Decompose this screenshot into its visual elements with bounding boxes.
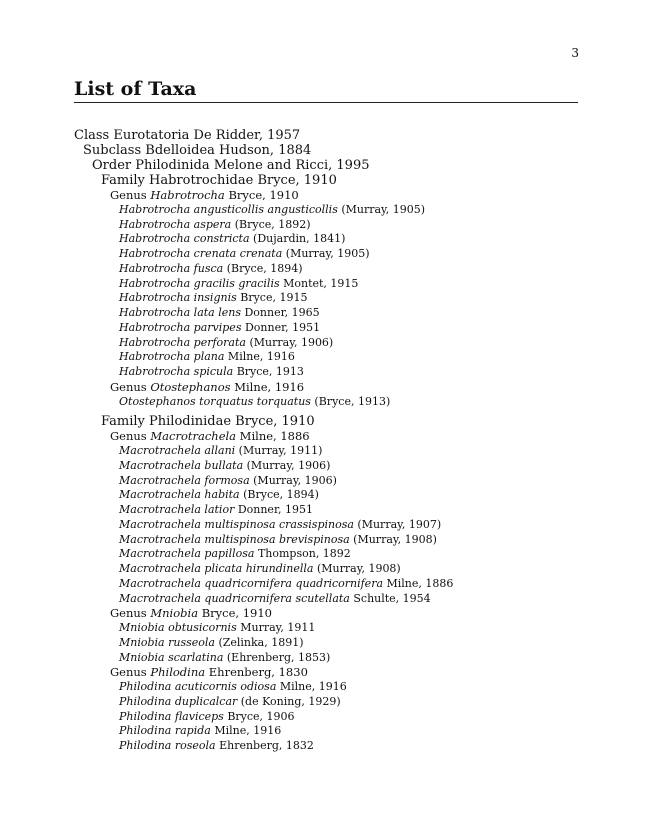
taxon-authority: Milne, 1916	[230, 379, 305, 394]
taxon-name: Macrotrachela quadricornifera scutellata	[119, 591, 350, 605]
taxon-name: Habrotrocha parvipes	[119, 320, 242, 334]
taxon-row-species	[74, 459, 594, 474]
taxon-row-species	[74, 739, 594, 754]
taxon-row-species	[74, 710, 594, 725]
taxon-authority: (Murray, 1908)	[313, 562, 401, 575]
taxon-name: Mniobia russeola	[119, 635, 215, 649]
taxon-row-family	[74, 414, 594, 429]
taxon-row-species	[74, 321, 594, 336]
taxon-name: Macrotrachela multispinosa crassispinosa	[119, 517, 354, 531]
taxon-rank-prefix: Genus	[110, 665, 151, 680]
taxon-name: Philodina acuticornis odiosa	[119, 680, 277, 693]
taxon-authority: Milne, 1916	[224, 350, 295, 364]
taxon-authority: (Ehrenberg, 1853)	[223, 650, 331, 664]
taxon-name: Habrotrocha angusticollis angusticollis	[119, 202, 338, 216]
taxon-row-class	[74, 128, 594, 143]
taxon-authority: (Murray, 1905)	[337, 202, 426, 216]
taxon-row-species	[74, 488, 594, 503]
taxon-authority: (Murray, 1907)	[353, 517, 442, 531]
taxon-row-genus	[74, 188, 594, 203]
taxon-name: Habrotrocha fusca	[119, 261, 224, 275]
taxon-row-species	[74, 395, 594, 410]
taxon-authority: (Murray, 1911)	[235, 444, 323, 457]
taxon-name: Philodina roseola	[119, 739, 216, 752]
taxon-name: Habrotrocha	[150, 188, 225, 202]
taxon-row-species	[74, 651, 594, 666]
page-number: 3	[571, 46, 579, 60]
taxon-rank-prefix: Genus	[110, 188, 151, 202]
taxon-row-species	[74, 474, 594, 489]
taxon-row-species	[74, 218, 594, 233]
taxon-row-species	[74, 562, 594, 577]
taxon-authority: Donner, 1951	[234, 503, 313, 516]
taxon-name: Macrotrachela allani	[119, 444, 236, 457]
taxon-rank-prefix: Family	[101, 414, 150, 430]
taxon-name: Macrotrachela multispinosa brevispinosa	[119, 532, 350, 546]
taxon-authority: (Murray, 1906)	[249, 473, 337, 487]
taxon-authority: Habrotrochidae Bryce, 1910	[149, 173, 337, 188]
taxon-row-genus	[74, 429, 594, 444]
taxon-name: Mniobia obtusicornis	[119, 621, 237, 634]
taxon-name: Habrotrocha plana	[119, 350, 225, 364]
taxon-row-order	[74, 158, 594, 173]
taxon-authority: Milne, 1916	[276, 680, 347, 693]
taxon-name: Philodina duplicalcar	[119, 694, 238, 708]
taxon-row-species	[74, 306, 594, 321]
taxon-row-species	[74, 350, 594, 365]
taxon-name: Macrotrachela habita	[119, 488, 240, 502]
title-rule	[74, 102, 578, 103]
taxon-authority: Murray, 1911	[236, 621, 316, 634]
taxon-row-species	[74, 247, 594, 262]
taxon-authority: Bryce, 1913	[233, 365, 304, 378]
taxon-authority: Donner, 1951	[241, 320, 321, 334]
taxon-name: Philodina	[150, 665, 206, 680]
taxon-rank-prefix: Class	[74, 128, 114, 143]
taxon-name: Mniobia	[150, 606, 199, 621]
taxon-authority: Ehrenberg, 1832	[215, 739, 314, 752]
taxon-authority: Bryce, 1906	[223, 709, 295, 723]
taxon-row-species	[74, 503, 594, 518]
taxon-row-species	[74, 680, 594, 695]
taxon-row-species	[74, 695, 594, 710]
taxon-name: Otostephanos	[150, 379, 231, 394]
taxon-authority: Bryce, 1915	[236, 291, 308, 305]
taxon-rank-prefix: Order	[92, 158, 136, 173]
taxon-authority: (Bryce, 1894)	[223, 261, 303, 275]
taxon-rank-prefix: Genus	[110, 379, 151, 394]
taxon-row-species	[74, 621, 594, 636]
taxon-row-species	[74, 277, 594, 292]
taxon-authority: Schulte, 1954	[349, 591, 431, 605]
taxon-authority: Milne, 1886	[236, 429, 310, 444]
taxon-name: Macrotrachela papillosa	[119, 547, 255, 561]
taxon-authority: Montet, 1915	[279, 276, 359, 290]
taxon-row-genus	[74, 380, 594, 395]
taxon-authority: (Dujardin, 1841)	[249, 232, 346, 246]
taxon-name: Habrotrocha insignis	[119, 291, 237, 305]
taxon-name: Otostephanos torquatus torquatus	[119, 394, 311, 408]
taxon-row-species	[74, 518, 594, 533]
taxon-authority: Bryce, 1910	[224, 188, 299, 202]
taxon-row-species	[74, 232, 594, 247]
taxon-row-subclass	[74, 143, 594, 158]
taxon-name: Macrotrachela formosa	[119, 473, 250, 487]
taxon-authority: Milne, 1916	[210, 724, 282, 738]
taxon-row-genus	[74, 665, 594, 680]
taxon-authority: Bryce, 1910	[198, 606, 272, 621]
taxon-authority: (Murray, 1906)	[243, 458, 331, 472]
taxon-authority: Thompson, 1892	[254, 547, 351, 561]
taxon-rank-prefix: Subclass	[83, 143, 146, 158]
taxon-name: Macrotrachela latior	[119, 503, 235, 516]
taxon-name: Habrotrocha constricta	[119, 232, 250, 246]
taxon-name: Habrotrocha crenata crenata	[119, 247, 283, 260]
taxon-authority: (Murray, 1905)	[282, 247, 370, 260]
taxon-authority: Philodinidae Bryce, 1910	[149, 414, 315, 430]
taxon-row-species	[74, 262, 594, 277]
taxon-name: Philodina rapida	[119, 724, 211, 738]
taxon-rank-prefix: Genus	[110, 429, 151, 444]
taxon-row-family	[74, 173, 594, 188]
taxon-row-species	[74, 724, 594, 739]
taxon-name: Habrotrocha spicula	[119, 365, 234, 378]
taxon-row-species	[74, 291, 594, 306]
taxon-name: Mniobia scarlatina	[119, 650, 224, 664]
taxon-authority: (Bryce, 1894)	[239, 488, 319, 502]
taxon-name: Habrotrocha perforata	[119, 335, 246, 349]
taxon-name: Philodina flaviceps	[119, 709, 224, 723]
taxon-name: Habrotrocha lata lens	[119, 306, 241, 319]
taxon-row-species	[74, 444, 594, 459]
page-title: List of Taxa	[74, 78, 197, 100]
taxon-row-species	[74, 533, 594, 548]
taxon-authority: Ehrenberg, 1830	[205, 665, 308, 680]
taxon-name: Habrotrocha aspera	[119, 217, 232, 231]
taxon-row-species	[74, 577, 594, 592]
taxon-name: Macrotrachela quadricornifera quadricornifera	[119, 576, 384, 590]
taxon-row-species	[74, 336, 594, 351]
taxon-rank-prefix: Family	[101, 173, 150, 188]
taxon-row-species	[74, 547, 594, 562]
taxon-authority: (Bryce, 1892)	[231, 217, 311, 231]
taxon-authority: (de Koning, 1929)	[237, 694, 341, 708]
taxon-row-species	[74, 203, 594, 218]
taxon-authority: Donner, 1965	[240, 306, 320, 319]
taxon-authority: Bdelloidea Hudson, 1884	[145, 143, 312, 158]
taxon-name: Habrotrocha gracilis gracilis	[119, 276, 280, 290]
taxon-name: Macrotrachela	[150, 429, 237, 444]
taxon-row-genus	[74, 606, 594, 621]
taxon-row-species	[74, 592, 594, 607]
taxa-list	[74, 128, 594, 754]
taxon-row-species	[74, 365, 594, 380]
taxon-authority: Milne, 1886	[383, 576, 454, 590]
taxon-authority: (Zelinka, 1891)	[214, 635, 304, 649]
taxon-authority: (Murray, 1908)	[349, 532, 437, 546]
taxon-rank-prefix: Genus	[110, 606, 151, 621]
taxon-name: Macrotrachela plicata hirundinella	[119, 562, 314, 575]
taxon-authority: (Bryce, 1913)	[310, 394, 391, 408]
taxon-authority: Philodinida Melone and Ricci, 1995	[135, 158, 370, 173]
taxon-authority: Eurotatoria De Ridder, 1957	[113, 128, 301, 143]
taxon-name: Macrotrachela bullata	[119, 458, 244, 472]
taxon-row-species	[74, 636, 594, 651]
taxon-authority: (Murray, 1906)	[245, 335, 334, 349]
